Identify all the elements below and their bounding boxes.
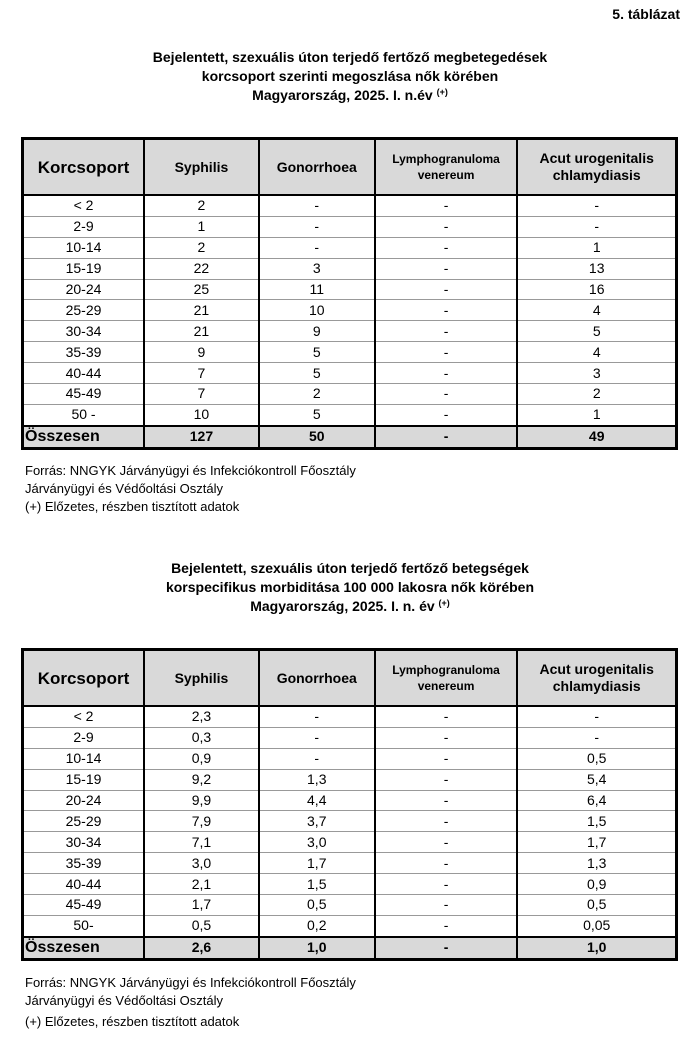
header-age-group: Korcsoport — [23, 139, 145, 196]
table1-header-row — [23, 139, 677, 196]
cell-age: 30-34 — [23, 321, 145, 342]
cell-chlam: 4 — [517, 300, 676, 321]
cell-lgv: - — [375, 748, 518, 769]
cell-syphilis: 10 — [144, 404, 259, 425]
cell-chlam: 6,4 — [517, 790, 676, 811]
cell-syphilis: 7 — [144, 384, 259, 405]
cell-gonorrhoea: 4,4 — [259, 790, 375, 811]
table-row — [23, 342, 677, 363]
table-row — [23, 279, 677, 300]
footnote-marker: (+) — [438, 598, 450, 608]
cell-age: 10-14 — [23, 237, 145, 258]
cell-age: 25-29 — [23, 300, 145, 321]
cell-age: 2-9 — [23, 216, 145, 237]
source-note-dept: Járványügyi és Védőoltási Osztály — [25, 481, 223, 496]
table-row — [23, 727, 677, 748]
cell-syphilis: 0,5 — [144, 915, 259, 936]
cell-age: 15-19 — [23, 769, 145, 790]
cell-syphilis: 2 — [144, 195, 259, 216]
cell-gonorrhoea: 5 — [259, 342, 375, 363]
cell-gonorrhoea: - — [259, 195, 375, 216]
cell-lgv: - — [375, 384, 518, 405]
cell-chlam: 5,4 — [517, 769, 676, 790]
cell-gonorrhoea: 1,5 — [259, 874, 375, 895]
table-number: 5. táblázat — [612, 6, 680, 22]
preliminary-note: (+) Előzetes, részben tisztított adatok — [25, 499, 240, 514]
cell-lgv: - — [375, 915, 518, 936]
cell-gonorrhoea: 5 — [259, 363, 375, 384]
cell-age: 15-19 — [23, 258, 145, 279]
cell-age: 20-24 — [23, 790, 145, 811]
cell-chlam: - — [517, 706, 676, 727]
table-row — [23, 853, 677, 874]
total-age: Összesen — [23, 426, 145, 449]
cell-age: 25-29 — [23, 811, 145, 832]
cell-chlam: 0,9 — [517, 874, 676, 895]
cell-chlam: 5 — [517, 321, 676, 342]
table-row — [23, 321, 677, 342]
cell-age: 40-44 — [23, 363, 145, 384]
table2-header-row — [23, 650, 677, 707]
cell-syphilis: 7,9 — [144, 811, 259, 832]
table-row — [23, 384, 677, 405]
table-row — [23, 874, 677, 895]
table-row — [23, 915, 677, 936]
cell-syphilis: 1,7 — [144, 895, 259, 916]
cell-lgv: - — [375, 706, 518, 727]
table1-notes — [25, 462, 356, 516]
cell-age: 45-49 — [23, 895, 145, 916]
cell-gonorrhoea: 1,7 — [259, 853, 375, 874]
cell-chlam: - — [517, 727, 676, 748]
cell-lgv: - — [375, 727, 518, 748]
table-row — [23, 895, 677, 916]
cell-chlam: 1,3 — [517, 853, 676, 874]
cell-syphilis: 22 — [144, 258, 259, 279]
cell-lgv: - — [375, 895, 518, 916]
table-row — [23, 748, 677, 769]
cell-lgv: - — [375, 195, 518, 216]
cell-syphilis: 7,1 — [144, 832, 259, 853]
table-row — [23, 216, 677, 237]
cell-chlam: - — [517, 195, 676, 216]
table1-title-line-3: Magyarország, 2025. I. n.év (+) — [252, 87, 448, 103]
cell-lgv: - — [375, 832, 518, 853]
footnote-marker: (+) — [436, 87, 448, 97]
cell-age: 45-49 — [23, 384, 145, 405]
source-note: Forrás: NNGYK Járványügyi és Infekciókontroll Főosztály — [25, 463, 356, 478]
cell-syphilis: 2,1 — [144, 874, 259, 895]
total-lgv: - — [375, 937, 518, 960]
total-lgv: - — [375, 426, 518, 449]
table1-title — [0, 48, 700, 105]
header-lgv: Lymphogranuloma venereum — [375, 139, 518, 196]
cell-gonorrhoea: 10 — [259, 300, 375, 321]
cell-gonorrhoea: 5 — [259, 404, 375, 425]
table2-notes — [25, 974, 356, 1031]
table2-morbidity-rates — [21, 648, 678, 961]
total-syphilis: 2,6 — [144, 937, 259, 960]
table-row — [23, 258, 677, 279]
cell-gonorrhoea: - — [259, 748, 375, 769]
total-gonorrhoea: 50 — [259, 426, 375, 449]
cell-gonorrhoea: 0,2 — [259, 915, 375, 936]
cell-age: 30-34 — [23, 832, 145, 853]
table-row — [23, 195, 677, 216]
cell-lgv: - — [375, 790, 518, 811]
cell-gonorrhoea: 0,5 — [259, 895, 375, 916]
table-row — [23, 811, 677, 832]
cell-gonorrhoea: - — [259, 237, 375, 258]
total-chlam: 49 — [517, 426, 676, 449]
cell-chlam: 0,05 — [517, 915, 676, 936]
cell-lgv: - — [375, 769, 518, 790]
table-row — [23, 706, 677, 727]
cell-lgv: - — [375, 321, 518, 342]
cell-gonorrhoea: - — [259, 706, 375, 727]
total-row — [23, 426, 677, 449]
cell-age: 35-39 — [23, 853, 145, 874]
cell-lgv: - — [375, 216, 518, 237]
cell-gonorrhoea: - — [259, 216, 375, 237]
cell-gonorrhoea: 3 — [259, 258, 375, 279]
cell-gonorrhoea: 3,0 — [259, 832, 375, 853]
table-row — [23, 237, 677, 258]
cell-lgv: - — [375, 853, 518, 874]
cell-age: 50 - — [23, 404, 145, 425]
total-age: Összesen — [23, 937, 145, 960]
cell-syphilis: 2,3 — [144, 706, 259, 727]
cell-gonorrhoea: 1,3 — [259, 769, 375, 790]
cell-chlam: 1 — [517, 404, 676, 425]
cell-syphilis: 21 — [144, 321, 259, 342]
cell-lgv: - — [375, 363, 518, 384]
total-chlam: 1,0 — [517, 937, 676, 960]
table1-title-line-1: Bejelentett, szexuális úton terjedő fertőző megbetegedések — [152, 49, 548, 65]
cell-gonorrhoea: 3,7 — [259, 811, 375, 832]
cell-syphilis: 0,9 — [144, 748, 259, 769]
cell-chlam: 13 — [517, 258, 676, 279]
cell-lgv: - — [375, 279, 518, 300]
cell-lgv: - — [375, 258, 518, 279]
table2-title — [0, 559, 700, 616]
cell-syphilis: 9 — [144, 342, 259, 363]
cell-age: 50- — [23, 915, 145, 936]
header-chlamydiasis: Acut urogenitalis chlamydiasis — [517, 650, 676, 707]
table1-title-line-2: korcsoport szerinti megoszlása nők körében — [201, 68, 499, 84]
cell-syphilis: 1 — [144, 216, 259, 237]
cell-age: < 2 — [23, 195, 145, 216]
cell-lgv: - — [375, 404, 518, 425]
cell-chlam: - — [517, 216, 676, 237]
cell-age: < 2 — [23, 706, 145, 727]
cell-chlam: 1,7 — [517, 832, 676, 853]
total-syphilis: 127 — [144, 426, 259, 449]
table2-title-line-3: Magyarország, 2025. I. n. év (+) — [250, 598, 450, 614]
cell-age: 20-24 — [23, 279, 145, 300]
table-row — [23, 363, 677, 384]
header-syphilis: Syphilis — [144, 650, 259, 707]
preliminary-note: (+) Előzetes, részben tisztított adatok — [25, 1014, 240, 1029]
table-row — [23, 404, 677, 425]
cell-syphilis: 3,0 — [144, 853, 259, 874]
cell-syphilis: 2 — [144, 237, 259, 258]
table-row — [23, 832, 677, 853]
cell-lgv: - — [375, 300, 518, 321]
cell-chlam: 0,5 — [517, 895, 676, 916]
cell-lgv: - — [375, 342, 518, 363]
table1-case-counts — [21, 137, 678, 450]
cell-chlam: 0,5 — [517, 748, 676, 769]
table-row — [23, 300, 677, 321]
cell-chlam: 1,5 — [517, 811, 676, 832]
cell-gonorrhoea: 2 — [259, 384, 375, 405]
header-chlamydiasis: Acut urogenitalis chlamydiasis — [517, 139, 676, 196]
total-gonorrhoea: 1,0 — [259, 937, 375, 960]
total-row — [23, 937, 677, 960]
cell-gonorrhoea: 9 — [259, 321, 375, 342]
cell-age: 40-44 — [23, 874, 145, 895]
source-note-dept: Járványügyi és Védőoltási Osztály — [25, 993, 223, 1008]
table2-title-line-1: Bejelentett, szexuális úton terjedő fertőző betegségek — [171, 560, 529, 576]
cell-syphilis: 25 — [144, 279, 259, 300]
table-row — [23, 769, 677, 790]
source-note: Forrás: NNGYK Járványügyi és Infekciókontroll Főosztály — [25, 975, 356, 990]
cell-chlam: 2 — [517, 384, 676, 405]
cell-lgv: - — [375, 811, 518, 832]
cell-lgv: - — [375, 237, 518, 258]
cell-chlam: 3 — [517, 363, 676, 384]
cell-gonorrhoea: 11 — [259, 279, 375, 300]
cell-syphilis: 9,9 — [144, 790, 259, 811]
header-gonorrhoea: Gonorrhoea — [259, 650, 375, 707]
cell-lgv: - — [375, 874, 518, 895]
table-row — [23, 790, 677, 811]
cell-age: 35-39 — [23, 342, 145, 363]
table2-title-line-2: korspecifikus morbiditása 100 000 lakosra nők körében — [165, 579, 535, 595]
cell-syphilis: 21 — [144, 300, 259, 321]
header-lgv: Lymphogranuloma venereum — [375, 650, 518, 707]
header-gonorrhoea: Gonorrhoea — [259, 139, 375, 196]
cell-gonorrhoea: - — [259, 727, 375, 748]
cell-age: 10-14 — [23, 748, 145, 769]
cell-chlam: 4 — [517, 342, 676, 363]
cell-syphilis: 7 — [144, 363, 259, 384]
cell-syphilis: 9,2 — [144, 769, 259, 790]
cell-syphilis: 0,3 — [144, 727, 259, 748]
header-syphilis: Syphilis — [144, 139, 259, 196]
cell-age: 2-9 — [23, 727, 145, 748]
cell-chlam: 1 — [517, 237, 676, 258]
cell-chlam: 16 — [517, 279, 676, 300]
header-age-group: Korcsoport — [23, 650, 145, 707]
